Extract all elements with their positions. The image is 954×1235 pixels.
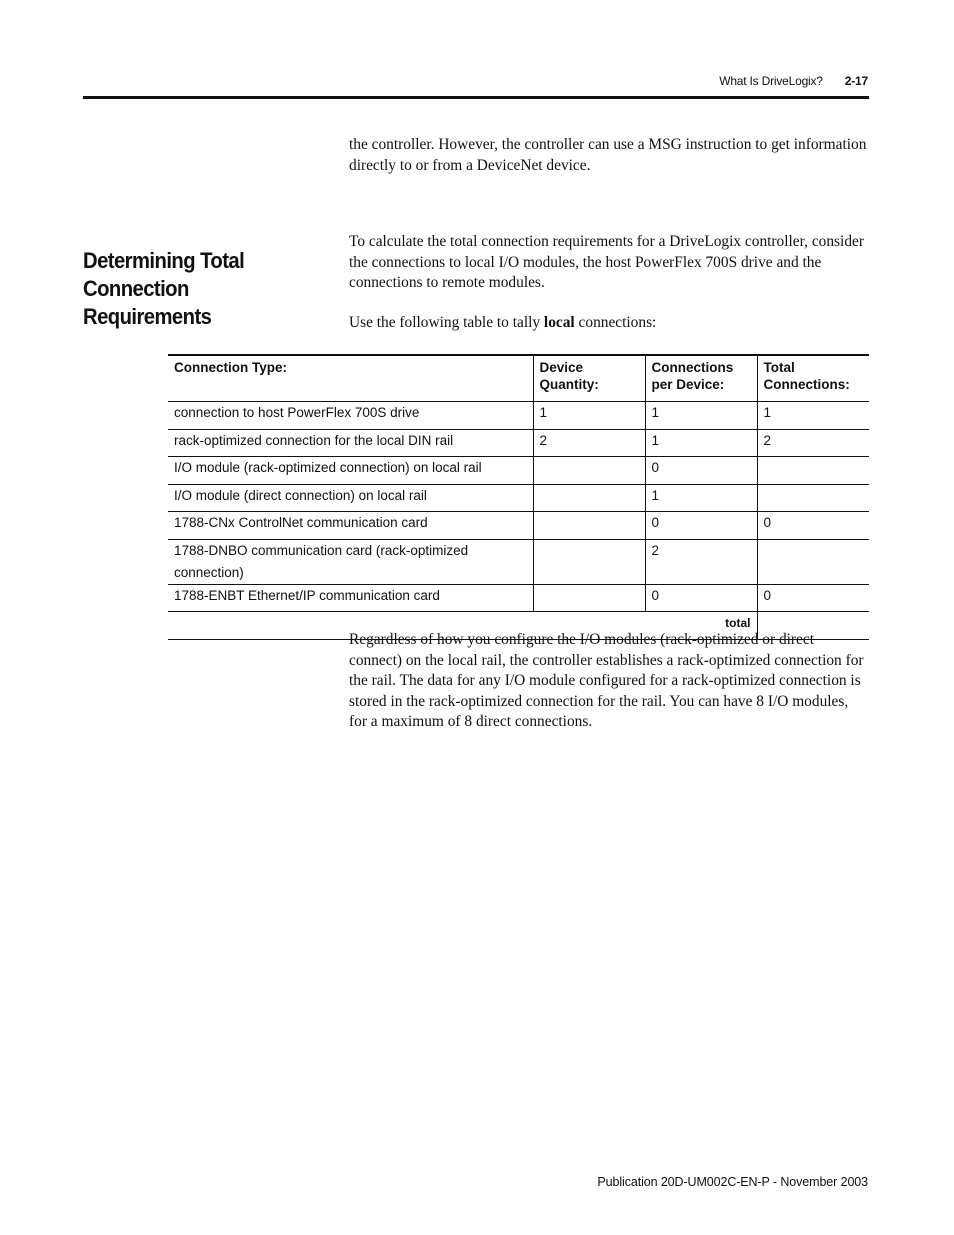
running-header (719, 74, 868, 88)
cell-device-quantity[interactable]: 2 (533, 429, 645, 457)
section-heading: Determining Total Connection Requirements (83, 248, 245, 330)
use-text-after: connections: (574, 314, 657, 331)
cell-connection-type: I/O module (direct connection) on local rail (168, 484, 533, 512)
table-row (168, 584, 869, 612)
cell-total-connections[interactable]: 2 (757, 429, 869, 457)
cell-device-quantity[interactable] (533, 484, 645, 512)
header-connection-type: Connection Type: (168, 355, 533, 402)
cell-total-connections[interactable]: 0 (757, 584, 869, 612)
table-row (168, 457, 869, 485)
table-row (168, 429, 869, 457)
cell-connection-type: I/O module (rack-optimized connection) on local rail (168, 457, 533, 485)
intro-paragraph: the controller. However, the controller can use a MSG instruction to get information directly to or from a DeviceNet device. (349, 136, 867, 174)
cell-connections-per-device: 1 (645, 402, 757, 430)
cell-connections-per-device: 2 (645, 539, 757, 584)
page-number: 2-17 (844, 74, 868, 88)
table-row (168, 402, 869, 430)
header-connections-per-device: Connections per Device: (645, 355, 757, 402)
cell-connections-per-device: 1 (645, 484, 757, 512)
cell-total-connections[interactable]: 0 (757, 512, 869, 540)
table-header-row (168, 355, 869, 402)
cell-connection-type: 1788-ENBT Ethernet/IP communication card (168, 584, 533, 612)
cell-connection-type: rack-optimized connection for the local DIN rail (168, 429, 533, 457)
cell-connections-per-device: 0 (645, 457, 757, 485)
closing-paragraph: Regardless of how you configure the I/O modules (rack-optimized or direct connect) on the local rail, the controller establishes a rack-optimized connection for the rail. The data for any I/O module configured for a rack-optimized connection is stored in the rack-optimized connection for the rail. You can have 8 I/O modules, for a maximum of 8 direct connections. (349, 631, 864, 730)
cell-connection-type: 1788-CNx ControlNet communication card (168, 512, 533, 540)
cell-total-connections[interactable] (757, 484, 869, 512)
table-row (168, 539, 869, 584)
header-total-connections: Total Connections: (757, 355, 869, 402)
calc-paragraph: To calculate the total connection requirements for a DriveLogix controller, consider the connections to local I/O modules, the host PowerFlex 700S drive and the connections to remote modules. (349, 233, 864, 291)
cell-connections-per-device: 1 (645, 429, 757, 457)
cell-connections-per-device: 0 (645, 584, 757, 612)
cell-device-quantity[interactable] (533, 584, 645, 612)
cell-total-connections[interactable] (757, 539, 869, 584)
header-device-quantity: Device Quantity: (533, 355, 645, 402)
cell-connection-type: connection to host PowerFlex 700S drive (168, 402, 533, 430)
table-row (168, 484, 869, 512)
cell-device-quantity[interactable] (533, 512, 645, 540)
cell-device-quantity[interactable] (533, 457, 645, 485)
cell-total-connections[interactable]: 1 (757, 402, 869, 430)
table-row (168, 512, 869, 540)
header-rule (83, 96, 869, 99)
cell-device-quantity[interactable] (533, 539, 645, 584)
table-intro-paragraph (349, 313, 869, 334)
connection-tally-table (168, 354, 869, 640)
total-label: total (168, 612, 757, 640)
cell-connection-type: 1788-DNBO communication card (rack-optimized connection) (168, 539, 533, 584)
use-text-bold: local (543, 314, 575, 331)
publication-footer: Publication 20D-UM002C-EN-P - November 2003 (597, 1175, 868, 1189)
use-text-before: Use the following table to tally (349, 314, 544, 331)
cell-device-quantity[interactable]: 1 (533, 402, 645, 430)
cell-connections-per-device: 0 (645, 512, 757, 540)
header-section-title: What Is DriveLogix? (719, 74, 823, 88)
cell-total-connections[interactable] (757, 457, 869, 485)
